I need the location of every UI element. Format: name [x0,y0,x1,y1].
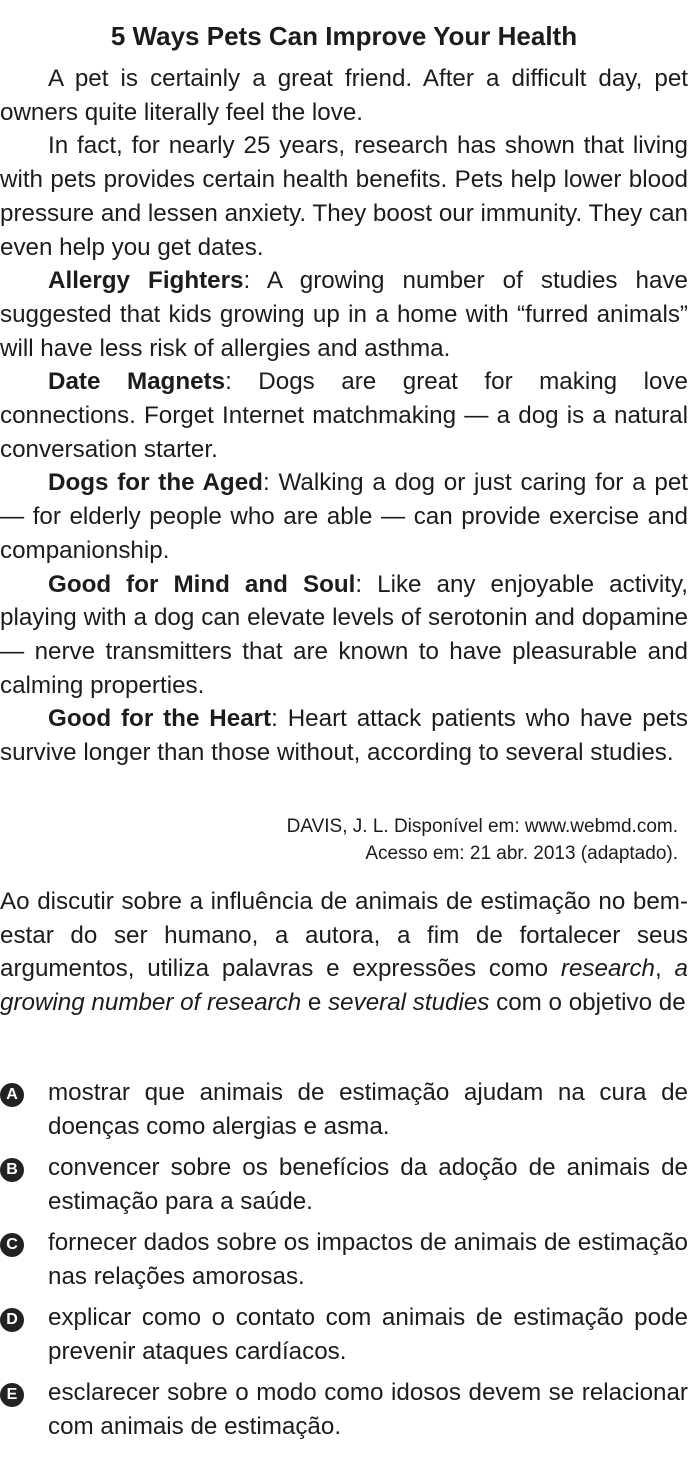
citation-line: Acesso em: 21 abr. 2013 (adaptado). [365,843,678,864]
paragraph-text: : Walking a dog or just caring for a pet — for elderly people who are able — can provide exercise and companionship. [0,469,688,564]
question-term: several studies [328,989,490,1017]
option-text: explicar como o contato com animais de estimação pode prevenir ataques cardíacos. [48,1304,688,1365]
question-term: research [560,955,655,983]
paragraph-heading: Good for the Heart [48,705,272,733]
paragraph-text: : A growing number of studies have suggested that kids growing up in a home with “furred animals” will have less risk of allergies and asthma. [0,267,688,362]
source-citation [78,813,678,867]
paragraph-mind-and-soul [0,568,688,703]
paragraph-heart [0,702,688,769]
option-letter-badge: D [0,1308,24,1332]
answer-option-e[interactable] [0,1376,688,1451]
question-text: e [301,989,329,1017]
paragraph-text: : Like any enjoyable activity, playing with a dog can elevate levels of serotonin and dopamine — nerve transmitters that are known to have pleasurable and calming properties. [0,570,688,699]
answer-option-d[interactable] [0,1301,688,1376]
question-text: Ao discutir sobre a influência de animais de estimação no bem-estar do ser humano, a autora, a fim de fortalecer seus argumentos, utiliza palavras e expressões como [0,888,688,983]
article-title: 5 Ways Pets Can Improve Your Health [110,21,578,51]
paragraph-research: In fact, for nearly 25 years, research has shown that living with pets provides certain health benefits. Pets help lower blood pressure and lessen anxiety. They boost our immunity. They can even help you get dates. [0,132,688,261]
option-text: convencer sobre os benefícios da adoção de animais de estimação para a saúde. [48,1154,688,1215]
citation-line: DAVIS, J. L. Disponível em: www.webmd.com. [286,816,678,837]
question-text: , [655,955,675,983]
paragraph-heading: Good for Mind and Soul [48,570,356,598]
option-letter-badge: E [0,1383,24,1407]
paragraph-text: : Dogs are great for making love connections. Forget Internet matchmaking — a dog is a natural conversation starter. [0,368,688,463]
option-text: esclarecer sobre o modo como idosos devem se relacionar com animais de estimação. [48,1379,688,1440]
answer-option-b[interactable] [0,1151,688,1226]
option-letter-badge: C [0,1233,24,1257]
answer-option-a[interactable] [0,1076,688,1151]
option-text: fornecer dados sobre os impactos de animais de estimação nas relações amorosas. [48,1229,688,1290]
paragraph-heading: Allergy Fighters [48,267,244,295]
paragraph-intro: A pet is certainly a great friend. After a difficult day, pet owners quite literally feel the love. [0,65,688,126]
question-stem [0,885,688,1020]
paragraph-heading: Date Magnets [48,368,226,396]
paragraph-dogs-for-the-aged [0,466,688,567]
answer-options [0,1076,688,1451]
paragraph-text: : Heart attack patients who have pets survive longer than those without, according to several studies. [0,705,688,767]
paragraph-allergy-fighters [0,264,688,365]
question-text: com o objetivo de [489,989,686,1017]
paragraph-date-magnets [0,365,688,466]
option-text: mostrar que animais de estimação ajudam na cura de doenças como alergias e asma. [48,1079,688,1140]
answer-option-c[interactable] [0,1226,688,1301]
option-letter-badge: A [0,1083,24,1107]
option-letter-badge: B [0,1158,24,1182]
paragraph-heading: Dogs for the Aged [48,469,263,497]
article-body [0,62,688,770]
question-term: a growing number of research [0,955,688,1017]
